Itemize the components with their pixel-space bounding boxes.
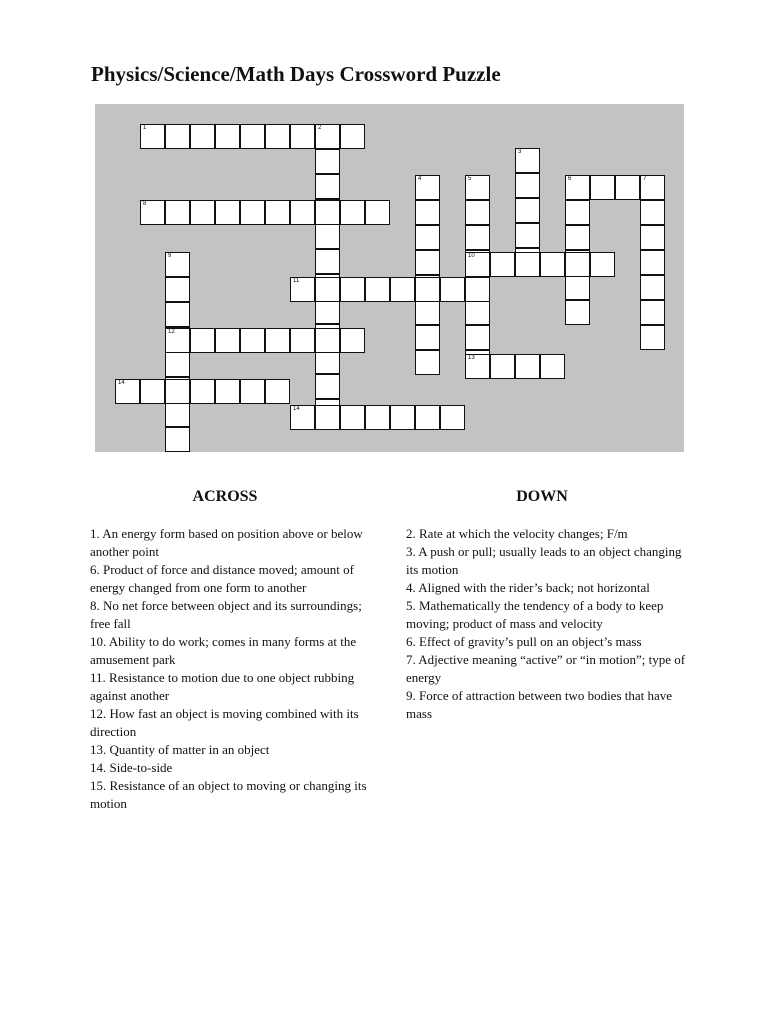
across-clue: 6. Product of force and distance moved; amount of energy changed from one form to another [90,562,354,595]
grid-cell[interactable] [215,124,240,149]
grid-cell[interactable] [640,175,665,200]
down-clue: 7. Adjective meaning “active” or “in motion”; type of energy [406,652,686,685]
grid-cell[interactable] [315,174,340,199]
grid-cell[interactable] [515,148,540,173]
grid-cell[interactable] [415,325,440,350]
cell-number: 8 [143,201,147,207]
crossword-grid [95,104,684,452]
grid-cell[interactable] [390,277,415,302]
cell-number: 14 [293,406,300,412]
grid-cell[interactable] [415,225,440,250]
cell-number: 5 [468,176,472,182]
grid-cell[interactable] [190,200,215,225]
grid-cell[interactable] [540,354,565,379]
grid-cell[interactable] [115,379,140,404]
grid-cell[interactable] [415,300,440,325]
grid-cell[interactable] [315,328,340,353]
grid-cell[interactable] [390,405,415,430]
grid-cell[interactable] [340,328,365,353]
across-heading: ACROSS [192,488,258,505]
grid-cell[interactable] [590,175,615,200]
across-clue: 11. Resistance to motion due to one object rubbing against another [90,670,355,703]
across-clue-list [90,525,372,813]
grid-cell[interactable] [215,379,240,404]
grid-cell[interactable] [315,224,340,249]
grid-cell[interactable] [565,275,590,300]
page-title: Physics/Science/Math Days Crossword Puzzle [91,62,501,86]
grid-cell[interactable] [365,405,390,430]
down-clue-list [406,525,688,723]
grid-cell[interactable] [565,300,590,325]
grid-cell[interactable] [640,325,665,350]
grid-cell[interactable] [140,200,165,225]
grid-cell[interactable] [165,402,190,427]
down-clue: 3. A push or pull; usually leads to an object changing its motion [406,544,682,577]
grid-cell[interactable] [440,405,465,430]
grid-cell[interactable] [540,252,565,277]
grid-cell[interactable] [340,405,365,430]
grid-cell[interactable] [240,379,265,404]
grid-cell[interactable] [265,379,290,404]
grid-cell[interactable] [240,328,265,353]
grid-cell[interactable] [365,277,390,302]
grid-cell[interactable] [165,200,190,225]
across-clue: 15. Resistance of an object to moving or changing its motion [90,778,367,811]
grid-cell[interactable] [165,427,190,452]
grid-cell[interactable] [565,175,590,200]
down-clue: 6. Effect of gravity’s pull on an object’s mass [406,634,642,649]
grid-cell[interactable] [590,252,615,277]
grid-cell[interactable] [290,200,315,225]
grid-cell[interactable] [165,124,190,149]
grid-cell[interactable] [265,328,290,353]
grid-cell[interactable] [640,275,665,300]
cell-number: 7 [643,176,647,182]
grid-cell[interactable] [190,328,215,353]
cell-number: 10 [468,253,475,259]
grid-cell[interactable] [165,379,190,404]
grid-cell[interactable] [640,225,665,250]
grid-cell[interactable] [415,350,440,375]
down-clue: 5. Mathematically the tendency of a body to keep moving; product of mass and velocity [406,598,664,631]
grid-cell[interactable] [340,124,365,149]
grid-cell[interactable] [515,354,540,379]
grid-cell[interactable] [140,124,165,149]
grid-cell[interactable] [340,200,365,225]
grid-cell[interactable] [240,200,265,225]
grid-cell[interactable] [365,200,390,225]
grid-cell[interactable] [440,277,465,302]
grid-cell[interactable] [215,328,240,353]
grid-cell[interactable] [265,200,290,225]
grid-cell[interactable] [465,252,490,277]
grid-cell[interactable] [165,352,190,377]
grid-cell[interactable] [265,124,290,149]
grid-cell[interactable] [515,198,540,223]
across-clue: 13. Quantity of matter in an object [90,742,270,757]
cell-number: 6 [568,176,572,182]
grid-cell[interactable] [640,300,665,325]
grid-cell[interactable] [215,200,240,225]
across-clue: 10. Ability to do work; comes in many forms at the amusement park [90,634,357,667]
grid-cell[interactable] [465,300,490,325]
grid-cell[interactable] [165,277,190,302]
cell-number: 1 [143,125,147,131]
grid-cell[interactable] [315,405,340,430]
cell-number: 11 [293,278,300,284]
cell-number: 14 [118,380,125,386]
grid-cell[interactable] [290,277,315,302]
grid-cell[interactable] [290,405,315,430]
grid-cell[interactable] [415,277,440,302]
grid-cell[interactable] [415,200,440,225]
grid-cell[interactable] [515,252,540,277]
grid-cell[interactable] [565,252,590,277]
grid-cell[interactable] [565,200,590,225]
grid-cell[interactable] [465,175,490,200]
grid-cell[interactable] [290,124,315,149]
across-clue: 12. How fast an object is moving combined with its direction [90,706,359,739]
grid-cell[interactable] [640,250,665,275]
across-clue: 8. No net force between object and its surroundings; free fall [90,598,362,631]
grid-cell[interactable] [565,225,590,250]
grid-cell[interactable] [315,149,340,174]
grid-cell[interactable] [465,354,490,379]
grid-cell[interactable] [315,374,340,399]
grid-cell[interactable] [415,175,440,200]
grid-cell[interactable] [315,124,340,149]
down-clue: 4. Aligned with the rider’s back; not horizontal [406,580,650,595]
grid-cell[interactable] [465,225,490,250]
grid-cell[interactable] [315,249,340,274]
grid-cell[interactable] [290,328,315,353]
grid-cell[interactable] [240,124,265,149]
grid-cell[interactable] [165,328,190,353]
grid-cell[interactable] [190,379,215,404]
grid-cell[interactable] [640,200,665,225]
cell-number: 12 [168,329,175,335]
grid-cell[interactable] [465,277,490,302]
down-clue: 2. Rate at which the velocity changes; F/m [406,526,628,541]
grid-cell[interactable] [315,277,340,302]
grid-cell[interactable] [415,405,440,430]
grid-cell[interactable] [465,325,490,350]
grid-cell[interactable] [415,250,440,275]
cell-number: 3 [518,149,522,155]
grid-cell[interactable] [615,175,640,200]
down-heading: DOWN [516,488,568,505]
grid-cell[interactable] [190,124,215,149]
grid-cell[interactable] [340,277,365,302]
grid-cell[interactable] [315,200,340,225]
cell-number: 2 [318,125,322,131]
cell-number: 13 [468,355,475,361]
grid-cell[interactable] [515,223,540,248]
grid-cell[interactable] [140,379,165,404]
grid-cell[interactable] [315,299,340,324]
grid-cell[interactable] [465,200,490,225]
grid-cell[interactable] [515,173,540,198]
across-clue: 1. An energy form based on position above or below another point [90,526,363,559]
grid-cell[interactable] [165,302,190,327]
cell-number: 9 [168,253,172,259]
grid-cell[interactable] [165,252,190,277]
across-clue: 14. Side-to-side [90,760,173,775]
cell-number: 4 [418,176,422,182]
grid-cell[interactable] [490,252,515,277]
grid-cell[interactable] [490,354,515,379]
down-clue: 9. Force of attraction between two bodies that have mass [406,688,673,721]
